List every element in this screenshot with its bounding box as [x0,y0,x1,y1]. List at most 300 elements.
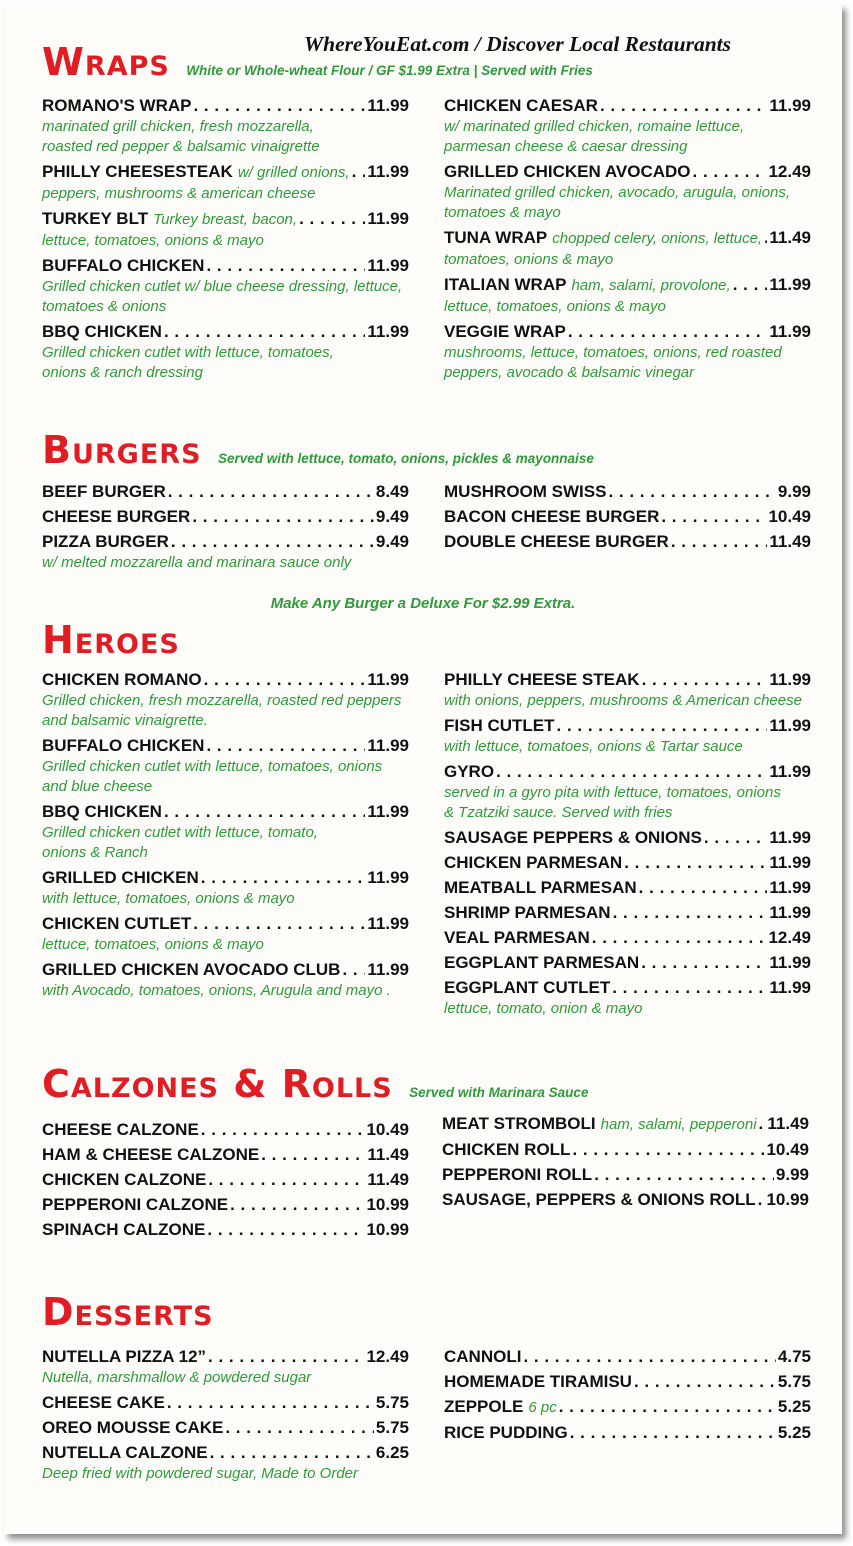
dot-leader [641,953,767,973]
menu-item-price: 11.49 [769,228,811,247]
dot-leader [639,878,768,898]
desserts-right-column [444,1347,811,1448]
menu-item-price: 11.99 [367,670,409,689]
menu-item-name: RICE PUDDING [444,1423,568,1442]
dot-leader [261,1145,365,1165]
menu-item-name: CHICKEN CAESAR [444,96,598,115]
dot-leader [608,482,775,502]
dot-leader [559,1397,776,1417]
dot-leader [764,228,767,248]
menu-item-name: CHEESE CALZONE [42,1120,199,1139]
menu-item-description: w/ marinated grilled chicken, romaine lettuce, parmesan cheese & caesar dressing [444,118,745,155]
menu-item-price: 11.99 [769,853,811,872]
menu-item-price: 12.49 [366,1347,409,1366]
menu-item [42,1145,409,1165]
menu-item-line [442,1114,809,1135]
menu-item-name: HOMEMADE TIRAMISU [444,1372,632,1391]
menu-item [444,96,811,157]
menu-item-line [444,1423,811,1443]
menu-item-name: SPINACH CALZONE [42,1220,206,1239]
dot-leader [634,1372,776,1392]
dot-leader [624,853,767,873]
wraps-right-column [444,96,811,388]
menu-item [42,868,409,909]
menu-item-line [444,482,811,502]
menu-item [42,507,409,527]
menu-item-price: 11.99 [769,322,811,341]
dot-leader [193,914,365,934]
menu-item-name: PEPPERONI ROLL [442,1165,593,1184]
menu-item-line [42,736,409,756]
menu-item-inline-desc: ham, salami, provolone, [571,277,731,294]
dot-leader [210,1443,374,1463]
menu-item-price: 11.99 [769,953,811,972]
menu-item-name: EGGPLANT CUTLET [444,978,611,997]
menu-item-name: CHICKEN ROLL [442,1140,571,1159]
menu-item-line [42,1170,409,1190]
menu-item-line [42,209,409,230]
menu-item [444,828,811,848]
menu-item [444,322,811,383]
menu-item-price: 11.49 [769,532,811,551]
menu-item-line [444,96,811,116]
menu-item-line [444,903,811,923]
menu-item-description: lettuce, tomatoes, onions & mayo [42,936,264,953]
menu-item-price: 11.49 [367,1145,409,1164]
dot-leader [572,1140,764,1160]
menu-item-line [444,928,811,948]
menu-item-name: GYRO [444,762,495,781]
calzones-subtitle: Served with Marinara Sauce [409,1085,589,1100]
menu-item-name: BUFFALO CHICKEN [42,256,205,275]
menu-item-line [42,960,409,980]
menu-item-line [444,162,811,182]
menu-item [42,1220,409,1240]
menu-item-name: CHICKEN PARMESAN [444,853,623,872]
menu-item-line [42,670,409,690]
menu-item-inline-desc: w/ grilled onions, [237,164,350,181]
menu-item [442,1165,809,1185]
menu-item-line [42,96,409,116]
burgers-deluxe-note: Make Any Burger a Deluxe For $2.99 Extra. [270,595,576,612]
dot-leader [568,322,768,342]
dot-leader [164,322,365,342]
calzones-title: Calzones & Rolls [42,1062,393,1106]
menu-item-name: NUTELLA CALZONE [42,1443,208,1462]
desserts-left-column [42,1347,409,1489]
menu-item-price: 5.75 [777,1372,811,1391]
menu-item-description: Grilled chicken cutlet with lettuce, tomatoes, onions & ranch dressing [42,344,334,381]
menu-item-name: PHILLY CHEESESTEAK [42,162,233,181]
burgers-right-column [444,482,811,557]
menu-item [444,1397,811,1418]
menu-item [444,853,811,873]
burgers-left-column [42,482,409,578]
dot-leader [704,828,768,848]
menu-item [444,507,811,527]
dot-leader [201,868,366,888]
dot-leader [642,670,768,690]
menu-item-description: lettuce, tomato, onion & mayo [444,1000,643,1017]
menu-item-name: EGGPLANT PARMESAN [444,953,640,972]
menu-item-line [42,482,409,502]
menu-item-name: BUFFALO CHICKEN [42,736,205,755]
menu-item-line [42,802,409,822]
menu-item-name: ITALIAN WRAP [444,275,567,294]
dot-leader [164,802,365,822]
menu-item-name: GRILLED CHICKEN [42,868,199,887]
burgers-subtitle: Served with lettuce, tomato, onions, pickles & mayonnaise [217,451,594,466]
menu-item-line [42,1393,409,1413]
menu-item-line [442,1190,809,1210]
menu-item [42,256,409,317]
menu-item-line [444,1372,811,1392]
menu-item-price: 9.99 [775,1165,809,1184]
menu-item-description: Grilled chicken, fresh mozzarella, roasted red peppers and balsamic vinaigrette. [42,692,402,729]
dot-leader [759,1114,766,1134]
menu-item-inline-desc: Turkey breast, bacon, [153,211,298,228]
menu-item-price: 11.49 [367,1170,409,1189]
menu-item-name: CHICKEN CALZONE [42,1170,207,1189]
menu-item [444,762,811,823]
dot-leader [168,482,374,502]
menu-item-name: FISH CUTLET [444,716,555,735]
menu-item-price: 11.99 [367,736,409,755]
menu-item-name: SAUSAGE, PEPPERS & ONIONS ROLL [442,1190,756,1209]
menu-item-description: lettuce, tomatoes, onions & mayo [444,298,666,315]
menu-item [42,802,409,863]
menu-item-line [444,275,811,296]
menu-item-price: 11.99 [769,762,811,781]
menu-item-description: with lettuce, tomatoes, onions & Tartar sauce [444,738,743,755]
menu-item-price: 12.49 [768,928,811,947]
menu-item-description: with lettuce, tomatoes, onions & mayo [42,890,295,907]
menu-item-line [442,1140,809,1160]
calzones-header [42,1062,588,1106]
menu-item-price: 10.99 [766,1190,809,1209]
menu-item-price: 12.49 [768,162,811,181]
menu-item-name: MUSHROOM SWISS [444,482,607,501]
menu-item-price: 10.49 [366,1120,409,1139]
dot-leader [557,716,768,736]
menu-item-price: 11.99 [367,162,409,181]
menu-item-description: peppers, mushrooms & american cheese [42,185,316,202]
dot-leader [352,162,366,182]
dot-leader [206,256,365,276]
dot-leader [230,1195,364,1215]
menu-item-inline-desc: chopped celery, onions, lettuce, [552,230,763,247]
menu-item-description: lettuce, tomatoes, onions & mayo [42,232,264,249]
menu-item-name: GRILLED CHICKEN AVOCADO CLUB [42,960,341,979]
menu-item-name: BBQ CHICKEN [42,802,162,821]
dot-leader [207,1220,364,1240]
menu-item-name: PHILLY CHEESE STEAK [444,670,640,689]
menu-item-price: 5.25 [777,1423,811,1442]
menu-item-price: 10.99 [366,1220,409,1239]
menu-item [42,1120,409,1140]
menu-item-name: TURKEY BLT [42,209,149,228]
menu-item-line [444,1347,811,1367]
menu-item [444,532,811,552]
menu-item [42,162,409,204]
dot-leader [299,209,365,229]
menu-item-line [444,853,811,873]
menu-item-price: 11.99 [367,868,409,887]
menu-item-line [444,228,811,249]
menu-item-description: mushrooms, lettuce, tomatoes, onions, red roasted peppers, avocado & balsamic vinegar [444,344,782,381]
menu-item-price: 8.49 [375,482,409,501]
menu-item [42,1347,409,1388]
menu-item-price: 11.99 [769,96,811,115]
dot-leader [758,1190,765,1210]
dot-leader [496,762,767,782]
calzones-left-column [42,1120,409,1245]
menu-item-name: CHEESE BURGER [42,507,191,526]
dot-leader [671,532,768,552]
menu-item [444,928,811,948]
menu-item-line [444,670,811,690]
heroes-title: Heroes [42,618,180,662]
desserts-title: Desserts [42,1290,214,1334]
menu-item-price: 10.49 [766,1140,809,1159]
menu-item [444,716,811,757]
menu-item-price: 9.99 [777,482,811,501]
menu-item [42,322,409,383]
menu-item-name: OREO MOUSSE CAKE [42,1418,224,1437]
menu-item-name: CHICKEN CUTLET [42,914,192,933]
menu-item-price: 11.99 [367,914,409,933]
menu-item-price: 11.49 [767,1114,809,1133]
menu-item-name: TUNA WRAP [444,228,548,247]
menu-item-price: 11.99 [769,275,811,294]
menu-item [444,1347,811,1367]
burgers-header [42,428,594,472]
menu-item [42,209,409,251]
menu-item-inline-desc: 6 pc [528,1399,557,1416]
menu-item-name: PIZZA BURGER [42,532,169,551]
menu-item [42,736,409,797]
menu-item-name: VEAL PARMESAN [444,928,590,947]
menu-item-price: 10.99 [366,1195,409,1214]
menu-item-name: BEEF BURGER [42,482,166,501]
dot-leader [693,162,767,182]
menu-item [444,482,811,502]
menu-item-line [444,978,811,998]
menu-item-price: 6.25 [375,1443,409,1462]
menu-item [444,670,811,711]
dot-leader [206,736,365,756]
menu-item-name: CANNOLI [444,1347,522,1366]
menu-item-price: 11.99 [769,978,811,997]
dot-leader [208,1347,364,1367]
dot-leader [208,1170,365,1190]
wraps-title: Wraps [42,40,170,84]
menu-item-price: 10.49 [768,507,811,526]
menu-item-description: Grilled chicken cutlet w/ blue cheese dressing, lettuce, tomatoes & onions [42,278,403,315]
menu-item [442,1114,809,1135]
menu-item-line [42,1145,409,1165]
dot-leader [523,1347,775,1367]
dot-leader [171,532,374,552]
menu-item [444,903,811,923]
menu-item [444,162,811,223]
menu-item [42,96,409,157]
menu-item-price: 5.75 [375,1418,409,1437]
menu-item-name: GRILLED CHICKEN AVOCADO [444,162,691,181]
wraps-left-column [42,96,409,388]
menu-item-line [42,868,409,888]
menu-item-description: tomatoes, onions & mayo [444,251,614,268]
menu-item-line [444,532,811,552]
menu-item-price: 11.99 [769,716,811,735]
calzones-right-column [442,1114,809,1215]
menu-item [444,228,811,270]
menu-item-name: VEGGIE WRAP [444,322,566,341]
desserts-header [42,1290,214,1334]
dot-leader [192,507,374,527]
menu-item-price: 11.99 [367,96,409,115]
menu-item [42,960,409,1001]
menu-item [444,878,811,898]
menu-item-description: marinated grill chicken, fresh mozzarella, roasted red pepper & balsamic vinaigrette [42,118,320,155]
menu-item-line [444,1397,811,1418]
menu-item-line [42,1195,409,1215]
menu-item-name: CHICKEN ROMANO [42,670,202,689]
menu-item [42,914,409,955]
menu-item-name: SAUSAGE PEPPERS & ONIONS [444,828,702,847]
dot-leader [201,1120,365,1140]
menu-item-line [42,1347,409,1367]
menu-item-price: 11.99 [769,878,811,897]
menu-item-description: Deep fried with powdered sugar, Made to Order [42,1465,359,1482]
menu-item [444,953,811,973]
menu-item-name: ROMANO'S WRAP [42,96,192,115]
menu-item-price: 4.75 [777,1347,811,1366]
menu-item [442,1190,809,1210]
menu-item-line [42,322,409,342]
menu-item-line [444,828,811,848]
menu-item-name: BACON CHEESE BURGER [444,507,660,526]
menu-item [444,275,811,317]
wraps-subtitle: White or Whole-wheat Flour / GF $1.99 Extra | Served with Fries [186,63,593,78]
heroes-header [42,618,180,662]
menu-item-line [444,762,811,782]
burgers-title: Burgers [42,428,202,472]
menu-page [4,4,842,1534]
menu-item-name: ZEPPOLE [444,1397,524,1416]
menu-item-price: 11.99 [769,670,811,689]
menu-item-line [42,532,409,552]
menu-item-description: Grilled chicken cutlet with lettuce, tomatoes, onions and blue cheese [42,758,383,795]
menu-item-price: 11.99 [367,256,409,275]
menu-item [42,1170,409,1190]
menu-item-line [42,1418,409,1438]
menu-item-price: 5.25 [777,1397,811,1416]
menu-item [444,978,811,1019]
dot-leader [613,903,768,923]
menu-item-name: BBQ CHICKEN [42,322,162,341]
menu-item-price: 9.49 [375,507,409,526]
menu-item-description: served in a gyro pita with lettuce, tomatoes, onions & Tzatziki sauce. Served with fries [444,784,781,821]
menu-item [42,532,409,573]
menu-item-line [444,507,811,527]
menu-item [444,1372,811,1392]
site-banner: WhereYouEat.com / Discover Local Restaurants [304,32,732,56]
dot-leader [600,96,767,116]
menu-item-description: with onions, peppers, mushrooms & American cheese [444,692,802,709]
menu-item-price: 11.99 [769,903,811,922]
menu-item [42,1443,409,1484]
menu-item-price: 11.99 [367,960,409,979]
menu-item-line [442,1165,809,1185]
menu-item-price: 9.49 [375,532,409,551]
menu-item-line [42,1120,409,1140]
menu-item-price: 5.75 [375,1393,409,1412]
menu-item-line [42,914,409,934]
menu-item-description: Grilled chicken cutlet with lettuce, tomato, onions & Ranch [42,824,318,861]
menu-item-line [444,322,811,342]
dot-leader [592,928,767,948]
dot-leader [733,275,768,295]
dot-leader [225,1418,374,1438]
dot-leader [594,1165,774,1185]
menu-item-name: SHRIMP PARMESAN [444,903,611,922]
menu-item-name: PEPPERONI CALZONE [42,1195,229,1214]
menu-item-name: DOUBLE CHEESE BURGER [444,532,669,551]
menu-item-line [42,507,409,527]
menu-item-name: HAM & CHEESE CALZONE [42,1145,260,1164]
menu-item-line [42,1220,409,1240]
menu-item-line [42,1443,409,1463]
menu-item-name: MEATBALL PARMESAN [444,878,637,897]
menu-item-line [42,162,409,183]
menu-item-price: 11.99 [769,828,811,847]
menu-item-line [444,716,811,736]
menu-item-line [444,953,811,973]
dot-leader [661,507,766,527]
menu-item-description: Marinated grilled chicken, avocado, arugula, onions, tomatoes & mayo [444,184,791,221]
dot-leader [167,1393,374,1413]
menu-item-description: with Avocado, tomatoes, onions, Arugula and mayo . [42,982,391,999]
menu-item-line [444,878,811,898]
dot-leader [342,960,365,980]
heroes-right-column [444,670,811,1024]
dot-leader [204,670,366,690]
menu-item-description: w/ melted mozzarella and marinara sauce only [42,554,352,571]
heroes-left-column [42,670,409,1006]
wraps-header [42,40,593,84]
menu-item [42,482,409,502]
menu-item [42,1195,409,1215]
dot-leader [193,96,365,116]
menu-item-description: Nutella, marshmallow & powdered sugar [42,1369,312,1386]
menu-item [42,1393,409,1413]
menu-item [444,1423,811,1443]
menu-item-price: 11.99 [367,322,409,341]
menu-item [42,1418,409,1438]
menu-item-line [42,256,409,276]
dot-leader [612,978,767,998]
menu-item-price: 11.99 [367,802,409,821]
menu-item-inline-desc: ham, salami, pepperoni [600,1116,757,1133]
menu-item [42,670,409,731]
menu-item-name: MEAT STROMBOLI [442,1114,596,1133]
menu-item-name: NUTELLA PIZZA 12” [42,1347,207,1366]
dot-leader [570,1423,776,1443]
menu-item-price: 11.99 [367,209,409,228]
menu-item-name: CHEESE CAKE [42,1393,165,1412]
menu-item [442,1140,809,1160]
